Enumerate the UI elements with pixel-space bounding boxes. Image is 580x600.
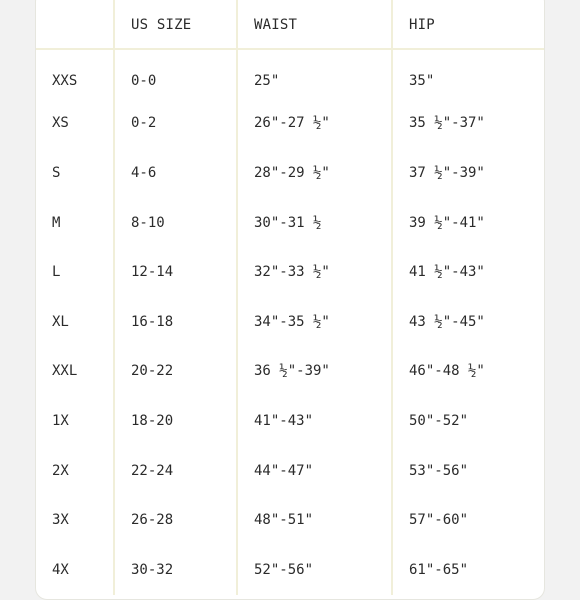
- cell-size: S: [36, 148, 114, 198]
- cell-size: XL: [36, 297, 114, 347]
- cell-waist: 26"-27 ½": [237, 99, 392, 149]
- cell-size: 1X: [36, 396, 114, 446]
- cell-waist: 32"-33 ½": [237, 247, 392, 297]
- header-us-size: US SIZE: [114, 0, 237, 49]
- cell-us-size: 20-22: [114, 347, 237, 397]
- cell-us-size: 30-32: [114, 545, 237, 595]
- table-row: [36, 99, 545, 149]
- cell-waist: 30"-31 ½: [237, 198, 392, 248]
- cell-hip: 35": [409, 73, 435, 90]
- header-waist: WAIST: [237, 0, 392, 49]
- cell-waist: 41"-43": [237, 396, 392, 446]
- cell-us-size: 0-2: [114, 99, 237, 149]
- table-row: [36, 49, 545, 99]
- cell-hip: 43 ½"-45": [409, 313, 485, 330]
- cell-hip: 39 ½"-41": [409, 214, 485, 231]
- cell-waist: 28"-29 ½": [237, 148, 392, 198]
- cell-size: M: [36, 198, 114, 248]
- cell-us-size: 0-0: [114, 49, 237, 99]
- cell-size: L: [36, 247, 114, 297]
- table-row: [36, 297, 545, 347]
- size-chart-table: [36, 0, 545, 595]
- cell-hip: 57"-60": [409, 512, 469, 529]
- cell-us-size: 12-14: [114, 247, 237, 297]
- cell-waist: 36 ½"-39": [237, 347, 392, 397]
- cell-us-size: 4-6: [114, 148, 237, 198]
- table-header-row: [36, 0, 545, 49]
- cell-us-size: 18-20: [114, 396, 237, 446]
- table-row: [36, 148, 545, 198]
- cell-waist: 48"-51": [237, 495, 392, 545]
- table-row: [36, 446, 545, 496]
- cell-waist: 44"-47": [237, 446, 392, 496]
- cell-us-size: 8-10: [114, 198, 237, 248]
- table-row: [36, 247, 545, 297]
- table-row: [36, 545, 545, 595]
- cell-waist: 34"-35 ½": [237, 297, 392, 347]
- cell-hip: 61"-65": [409, 561, 469, 578]
- table-row: [36, 347, 545, 397]
- cell-us-size: 16-18: [114, 297, 237, 347]
- header-size-label: [36, 0, 114, 49]
- cell-us-size: 22-24: [114, 446, 237, 496]
- cell-size: XXS: [36, 49, 114, 99]
- cell-hip: 41 ½"-43": [409, 264, 485, 281]
- table-row: [36, 396, 545, 446]
- size-chart-card: [35, 0, 545, 600]
- cell-hip: 50"-52": [409, 412, 469, 429]
- cell-size: 3X: [36, 495, 114, 545]
- cell-size: 2X: [36, 446, 114, 496]
- table-row: [36, 495, 545, 545]
- cell-waist: 25": [237, 49, 392, 99]
- table-row: [36, 198, 545, 248]
- header-hip: HIP: [392, 0, 545, 49]
- cell-hip: 46"-48 ½": [409, 363, 485, 380]
- cell-hip: 53"-56": [409, 462, 469, 479]
- cell-size: XXL: [36, 347, 114, 397]
- cell-waist: 52"-56": [237, 545, 392, 595]
- cell-hip: 37 ½"-39": [409, 164, 485, 181]
- cell-size: XS: [36, 99, 114, 149]
- cell-hip: 35 ½"-37": [409, 115, 485, 132]
- cell-us-size: 26-28: [114, 495, 237, 545]
- cell-size: 4X: [36, 545, 114, 595]
